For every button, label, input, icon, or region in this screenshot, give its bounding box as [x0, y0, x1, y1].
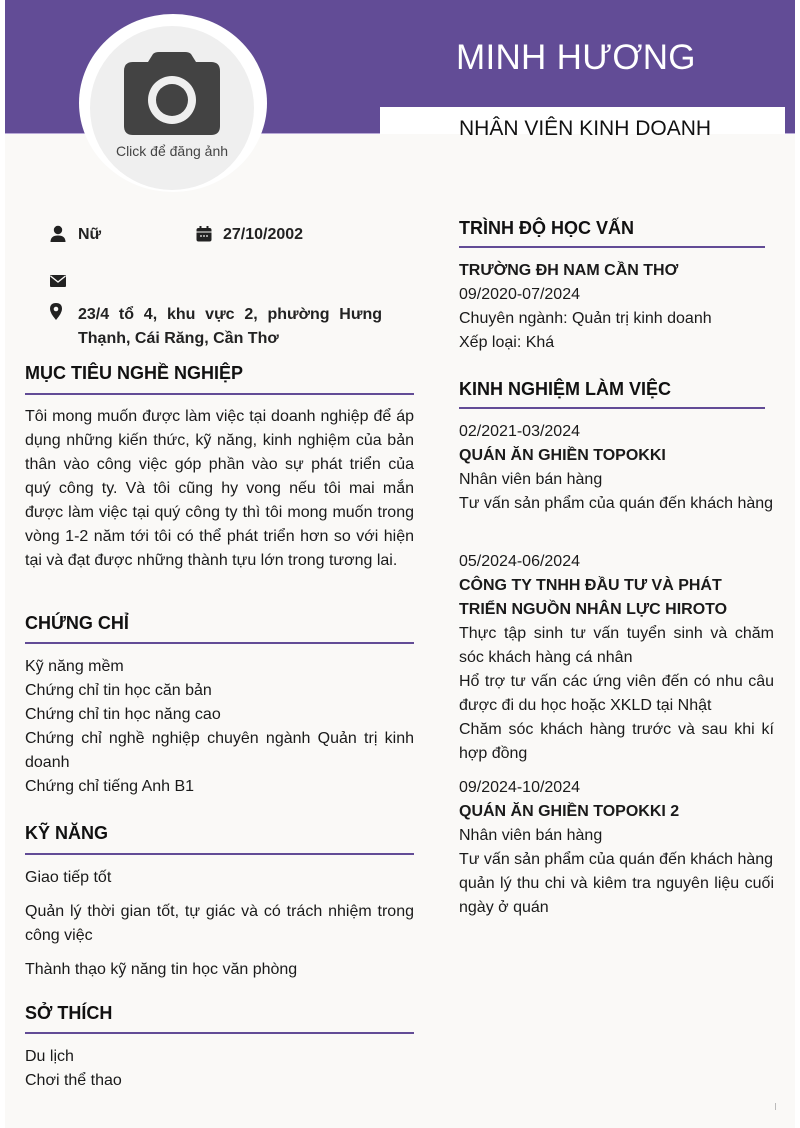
person-icon — [50, 225, 66, 243]
job-company[interactable]: CÔNG TY TNHH ĐẦU TƯ VÀ PHÁT TRIỂN NGUỒN NHÂN LỰC HIROTO — [459, 577, 728, 618]
education-major[interactable]: Chuyên ngành: Quản trị kinh doanh — [459, 310, 712, 327]
birthdate-row — [196, 226, 303, 244]
skill-item[interactable]: Thành thạo kỹ năng tin học văn phòng — [25, 961, 298, 978]
job-duty[interactable]: Tư vấn sản phẩm của quán đến khách hàng — [459, 851, 774, 868]
education-period[interactable]: 09/2020-07/2024 — [459, 286, 580, 303]
experience-item — [459, 420, 774, 516]
section-title-education: TRÌNH ĐỘ HỌC VẤN — [459, 218, 634, 238]
avatar-upload-label[interactable]: Click để đăng ảnh — [115, 143, 229, 159]
certificate-item[interactable]: Chứng chỉ tin học căn bản — [25, 682, 212, 699]
camera-icon[interactable] — [123, 52, 221, 136]
section-title-hobbies: SỞ THÍCH — [25, 1003, 113, 1023]
section-divider — [25, 642, 414, 644]
job-period[interactable]: 09/2024-10/2024 — [459, 779, 580, 796]
gender-row — [50, 226, 101, 244]
skill-item[interactable]: Quản lý thời gian tốt, tự giác và có trách nhiệm trong công việc — [25, 903, 414, 944]
gender-value[interactable]: Nữ — [78, 226, 102, 243]
education-block — [459, 259, 774, 355]
hobby-item[interactable]: Du lịch — [25, 1048, 74, 1065]
envelope-icon — [50, 275, 66, 287]
section-divider — [25, 1032, 414, 1034]
certificate-item[interactable]: Kỹ năng mềm — [25, 658, 124, 675]
education-grade[interactable]: Xếp loại: Khá — [459, 334, 555, 351]
section-divider — [25, 393, 414, 395]
certificates-list — [25, 655, 414, 799]
certificate-item[interactable]: Chứng chỉ tin học năng cao — [25, 706, 221, 723]
section-title-skills: KỸ NĂNG — [25, 823, 109, 843]
skill-item[interactable]: Giao tiếp tốt — [25, 869, 112, 886]
job-duty[interactable]: Chăm sóc khách hàng trước và sau khi kí hợp đồng — [459, 721, 774, 762]
email-row — [50, 275, 74, 287]
job-duty[interactable]: Thực tập sinh tư vấn tuyển sinh và chăm sóc khách hàng cá nhân — [459, 625, 774, 666]
certificate-item[interactable]: Chứng chỉ nghề nghiệp chuyên ngành Quản trị kinh doanh — [25, 730, 414, 771]
job-title[interactable]: NHÂN VIÊN KINH DOANH — [459, 117, 712, 140]
section-title-certificates: CHỨNG CHỈ — [25, 613, 129, 633]
job-position[interactable]: Nhân viên bán hàng — [459, 471, 603, 488]
job-duty[interactable]: Hổ trợ tư vấn các ứng viên đến có nhu câu được đi du học hoặc XKLD tại Nhật — [459, 673, 774, 714]
section-divider — [25, 853, 414, 855]
hobbies-list — [25, 1045, 414, 1093]
section-title-career-goal: MỤC TIÊU NGHỀ NGHIỆP — [25, 363, 244, 383]
section-divider — [459, 407, 765, 409]
experience-item — [459, 776, 774, 920]
job-period[interactable]: 02/2021-03/2024 — [459, 423, 580, 440]
section-title-experience: KINH NGHIỆM LÀM VIỆC — [459, 379, 672, 399]
job-company[interactable]: QUÁN ĂN GHIỀN TOPOKKI 2 — [459, 803, 680, 820]
candidate-name[interactable]: MINH HƯƠNG — [456, 38, 696, 77]
certificate-item[interactable]: Chứng chỉ tiếng Anh B1 — [25, 778, 195, 795]
job-company[interactable]: QUÁN ĂN GHIỀN TOPOKKI — [459, 447, 666, 464]
experience-item — [459, 550, 774, 766]
career-goal-text[interactable]: Tôi mong muốn được làm việc tại doanh nghiệp để áp dụng những kiến thức, kỹ năng, kinh nghiệm của bản thân vào công việc góp phần vào sự phát triển của quý công ty. Và tôi cũng hy vong nếu tôi mai mắn được làm việc tại quý công ty thì tôi mong muốn trong vòng 1-2 năm tới tôi có thể phát triển hơn so với hiện tại và đạt được những thành tựu lớn trong tương lai. — [25, 408, 414, 569]
birthdate-value[interactable]: 27/10/2002 — [223, 226, 304, 243]
section-divider — [459, 246, 765, 248]
calendar-icon — [196, 225, 212, 243]
job-duty[interactable]: quản lý thu chi và kiêm tra nguyên liệu cuối ngày ở quán — [459, 875, 774, 916]
location-pin-icon — [50, 303, 62, 320]
job-period[interactable]: 05/2024-06/2024 — [459, 553, 580, 570]
address-value[interactable]: 23/4 tổ 4, khu vực 2, phường Hưng Thạnh, Cái Răng, Cần Thơ — [78, 306, 382, 347]
hobby-item[interactable]: Chơi thể thao — [25, 1072, 122, 1089]
school-name[interactable]: TRƯỜNG ĐH NAM CẦN THƠ — [459, 262, 679, 279]
job-duty[interactable]: Tư vấn sản phẩm của quán đến khách hàng — [459, 495, 774, 512]
page-marker — [775, 1103, 776, 1110]
job-position[interactable]: Nhân viên bán hàng — [459, 827, 603, 844]
